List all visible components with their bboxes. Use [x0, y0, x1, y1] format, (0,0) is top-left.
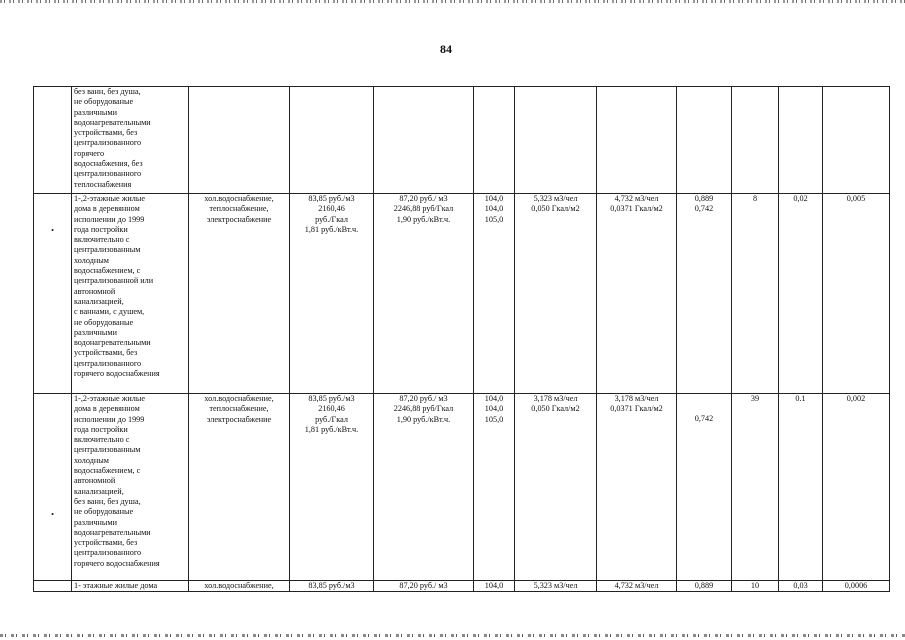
index-cell [474, 194, 515, 394]
table-row [34, 194, 890, 394]
cell-line: руб./Гкал [315, 414, 348, 424]
index-cell [474, 394, 515, 581]
cell-line: 1- этажные жилые дома [74, 581, 158, 590]
table-row [34, 87, 890, 194]
cell-line: канализацией, [74, 296, 124, 306]
cell-line: 87,20 руб./ м3 [399, 394, 448, 403]
cell-line: 0,0371 Гкал/м2 [610, 404, 663, 414]
cell-line: 1,90 руб./кВт.ч. [396, 214, 451, 224]
services-cell [189, 194, 290, 394]
cell-line: 1,81 руб./кВт.ч. [304, 224, 359, 234]
cell-line: хол.водоснабжение, [204, 581, 274, 590]
c11-cell: 0,005 [823, 194, 890, 394]
cell-line: централизованным [74, 445, 141, 455]
cell-line: включительно с [74, 435, 130, 445]
cell-line: 5,323 м3/чел [533, 581, 578, 590]
cell-line: хол.водоснабжение, [204, 394, 274, 403]
description-cell [72, 581, 189, 592]
cell-line: устройствами, без [74, 128, 138, 138]
cell-line: теплоснабжение, [209, 404, 269, 414]
norm-new-cell [597, 581, 677, 592]
table-row [34, 581, 890, 592]
norm-old-cell [515, 87, 597, 194]
cell-line: различными [74, 107, 117, 117]
cell-line: электроснабжение [206, 214, 272, 224]
cell-line: без ванн, без душа, [74, 87, 141, 96]
cell-line: различными [74, 517, 117, 527]
cell-line: 4,732 м3/чел [614, 581, 659, 590]
cell-line: 104,0 [484, 394, 504, 403]
services-cell [189, 581, 290, 592]
services-cell [189, 394, 290, 581]
c9-cell: 8 [732, 194, 779, 394]
row-marker: • [51, 510, 54, 519]
cell-line: централизованным [74, 245, 141, 255]
cell-line: 87,20 руб./ м3 [399, 581, 448, 590]
cell-line: водоснабжением, с [74, 466, 141, 476]
c9-cell [732, 87, 779, 194]
tariff-old-cell [290, 394, 374, 581]
cell-line: 104,0 [484, 204, 504, 214]
cell-line: централизованного [74, 548, 142, 558]
cell-line: устройствами, без [74, 538, 138, 548]
norm-new-cell [597, 194, 677, 394]
cell-line: 83,85 руб./м3 [308, 394, 355, 403]
cell-line: 105,0 [484, 214, 504, 224]
cell-line: 83,85 руб./м3 [308, 581, 355, 590]
tariff-new-cell [374, 87, 474, 194]
cell-line: 0,050 Гкал/м2 [531, 404, 580, 414]
cell-line: 105,0 [484, 414, 504, 424]
marker-cell [34, 394, 72, 581]
cell-line: 1-,2-этажные жилые [74, 394, 145, 403]
cell-line: автономной [74, 476, 116, 486]
cell-line: дома в деревянном [74, 404, 140, 414]
cell-line: водонагревательными [74, 527, 151, 537]
cell-line: не оборудованые [74, 317, 134, 327]
cell-line: 0,889 [694, 581, 714, 590]
cell-line: горячего водоснабжения [74, 558, 160, 568]
cell-line: 0,742 [694, 414, 714, 423]
cell-line: 1-,2-этажные жилые [74, 194, 145, 203]
coefficient-cell [677, 87, 732, 194]
cell-line: 3,178 м3/чел [614, 394, 659, 403]
c10-cell: 0.1 [779, 394, 823, 581]
cell-line: 0,0371 Гкал/м2 [610, 204, 663, 214]
cell-line: не оборудованые [74, 97, 134, 107]
cell-line: 104,0 [484, 404, 504, 414]
c9-cell: 10 [732, 581, 779, 592]
cell-line: 4,732 м3/чел [614, 194, 659, 203]
scan-edge-top [0, 0, 905, 3]
description-cell [72, 87, 189, 194]
cell-line: исполнении до 1999 [74, 214, 145, 224]
cell-line: горячего водоснабжения [74, 369, 160, 379]
cell-line: централизованного [74, 358, 142, 368]
c10-cell: 0,03 [779, 581, 823, 592]
table-body [34, 87, 890, 592]
cell-line: холодным [74, 255, 109, 265]
cell-line: водоснабжением, с [74, 266, 141, 276]
tariff-new-cell [374, 581, 474, 592]
tariff-old-cell [290, 87, 374, 194]
cell-line: 2160,46 [318, 404, 345, 414]
marker-cell [34, 87, 72, 194]
cell-line: 2246,88 руб/Гкал [393, 404, 454, 414]
cell-line: 5,323 м3/чел [533, 194, 578, 203]
cell-line: хол.водоснабжение, [204, 194, 274, 203]
c11-cell: 0,0006 [823, 581, 890, 592]
tariff-old-cell [290, 194, 374, 394]
description-cell [72, 394, 189, 581]
row-marker: • [51, 226, 54, 235]
cell-line: 2160,46 [318, 204, 345, 214]
marker-cell [34, 194, 72, 394]
norm-old-cell [515, 394, 597, 581]
norm-new-cell [597, 394, 677, 581]
c11-cell: 0,002 [823, 394, 890, 581]
cell-line: водоснабжения, без [74, 159, 143, 169]
cell-line: холодным [74, 455, 109, 465]
services-cell [189, 87, 290, 194]
cell-line: исполнении до 1999 [74, 414, 145, 424]
cell-line: канализацией, [74, 486, 124, 496]
cell-line: 2246,88 руб/Гкал [393, 204, 454, 214]
c9-cell: 39 [732, 394, 779, 581]
page-number: 84 [440, 42, 452, 56]
cell-line: 104,0 [484, 581, 504, 590]
cell-line: водонагревательными [74, 338, 151, 348]
cell-line: без ванн, без душа, [74, 496, 141, 506]
cell-line: года постройки [74, 424, 128, 434]
coefficient-cell [677, 194, 732, 394]
cell-line: централизованного [74, 138, 142, 148]
c10-cell: 0,02 [779, 194, 823, 394]
description-cell [72, 194, 189, 394]
index-cell [474, 87, 515, 194]
tariff-new-cell [374, 194, 474, 394]
cell-line: включительно с [74, 235, 130, 245]
cell-line: 0,889 [694, 194, 714, 203]
norm-new-cell [597, 87, 677, 194]
cell-line: централизованного [74, 169, 142, 179]
tariff-new-cell [374, 394, 474, 581]
cell-line: 1,90 руб./кВт.ч. [396, 414, 451, 424]
cell-line: теплоснабжение, [209, 204, 269, 214]
marker-cell [34, 581, 72, 592]
cell-line: электроснабжение [206, 414, 272, 424]
cell-line: централизованной или [74, 276, 154, 286]
cell-line: 104,0 [484, 194, 504, 203]
cell-line: года постройки [74, 224, 128, 234]
cell-line: 83,85 руб./м3 [308, 194, 355, 203]
index-cell [474, 581, 515, 592]
cell-line: 3,178 м3/чел [533, 394, 578, 403]
cell-line: руб./Гкал [315, 214, 348, 224]
cell-line: не оборудованые [74, 507, 134, 517]
cell-line: 0,742 [694, 204, 714, 214]
tariff-table [33, 86, 890, 592]
cell-line: различными [74, 327, 117, 337]
table-row [34, 394, 890, 581]
tariff-old-cell [290, 581, 374, 592]
cell-line: 87,20 руб./ м3 [399, 194, 448, 203]
cell-line: автономной [74, 286, 116, 296]
norm-old-cell [515, 194, 597, 394]
norm-old-cell [515, 581, 597, 592]
c10-cell [779, 87, 823, 194]
cell-line: устройствами, без [74, 348, 138, 358]
cell-line: теплоснабжения [74, 179, 132, 189]
cell-line: с ваннами, с душем, [74, 307, 145, 317]
cell-line: дома в деревянном [74, 204, 140, 214]
cell-line: 0,050 Гкал/м2 [531, 204, 580, 214]
c11-cell [823, 87, 890, 194]
cell-line: водонагревательными [74, 117, 151, 127]
scan-edge-bottom [0, 634, 905, 637]
coefficient-cell [677, 581, 732, 592]
coefficient-cell [677, 394, 732, 581]
cell-line: 1,81 руб./кВт.ч. [304, 424, 359, 434]
cell-line: горячего [74, 148, 105, 158]
cell-line [679, 394, 729, 414]
